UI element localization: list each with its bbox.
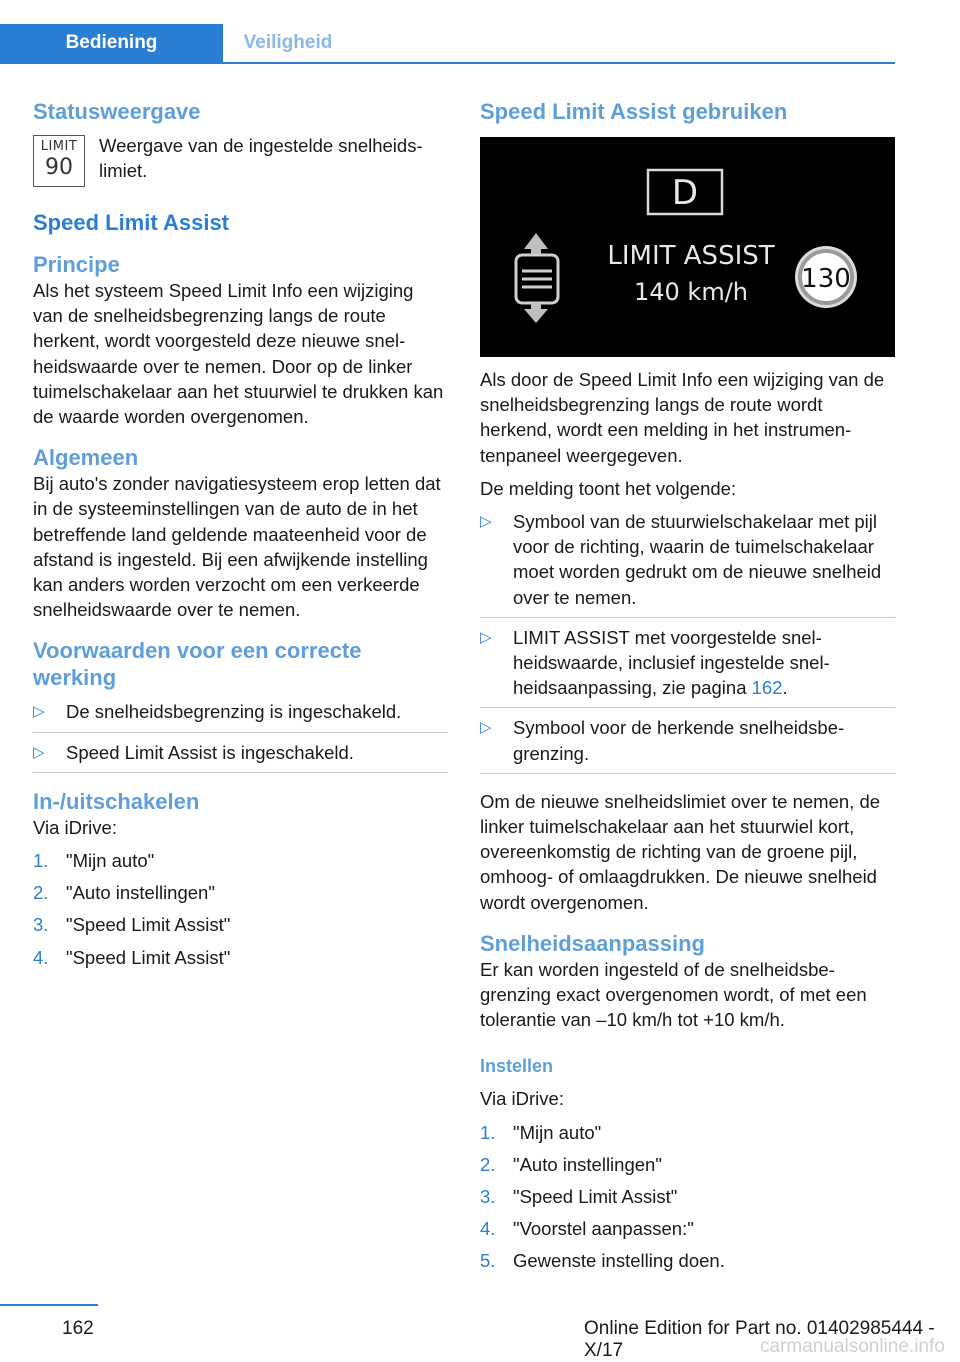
gebruiken-text: Als door de Speed Limit Info een wijziging van de snelheidsbegrenzing langs de route wordt herkend, wordt een melding in het instrumentenpaneel weergegeven. <box>480 369 885 466</box>
triangle-bullet-icon: ▷ <box>33 703 45 721</box>
triangle-bullet-icon: ▷ <box>480 513 492 531</box>
tab-bediening[interactable]: Bediening <box>0 24 223 62</box>
list-item: 3. "Speed Limit Assist" <box>33 914 231 936</box>
voorwaarden-heading: Voorwaarden voor een correcte werking <box>33 638 362 691</box>
aanpassing-text: Er kan worden ingesteld of de snelheidsbegrenzing exact overgenomen wordt, of met een tolerantie van –10 km/h tot +10 km/h. <box>480 958 867 1031</box>
svg-text:130: 130 <box>801 264 851 294</box>
list-item: 3. "Speed Limit Assist" <box>480 1186 678 1208</box>
limit-assist-label: LIMIT ASSIST <box>607 241 775 271</box>
voorwaarden-list <box>33 699 448 772</box>
principe-text: Als het systeem Speed Limit Info een wijziging van de snelheidsbegrenzing langs de route herkent, wordt voorgesteld deze nieuwe snelheidswaarde over te nemen. Door op de linker tuimelschakelaar aan het stuurwiel te drukken kan de waarde worden overgenomen. <box>33 280 444 428</box>
melding-list <box>480 509 895 774</box>
list-item: ▷ Symbool voor de herkende snelheidsbegrenzing. <box>480 715 895 773</box>
gebruiken-heading: Speed Limit Assist gebruiken <box>480 99 788 124</box>
left-column <box>33 98 448 977</box>
top-tab-bar <box>0 0 895 64</box>
page-number: 162 <box>62 1318 94 1339</box>
page-link[interactable]: 162 <box>751 677 783 699</box>
list-item: ▷ Speed Limit Assist is ingeschakeld. <box>33 740 448 773</box>
list-item: 4. "Speed Limit Assist" <box>33 946 231 968</box>
status-heading: Statusweergave <box>33 99 201 124</box>
list-item: 4. "Voorstel aanpassen:" <box>480 1218 694 1240</box>
list-item: 1. "Mijn auto" <box>33 850 155 872</box>
instellen-steps <box>480 1120 895 1274</box>
inuit-intro: Via iDrive: <box>33 816 117 838</box>
inuit-heading: In-/uitschakelen <box>33 788 200 814</box>
algemeen-heading: Algemeen <box>33 445 139 471</box>
triangle-bullet-icon: ▷ <box>480 628 492 646</box>
edition-text: Online Edition for Part no. 01402985444 - X/17 <box>584 1318 935 1361</box>
right-column <box>480 98 895 1281</box>
algemeen-text: Bij auto's zonder navigatiesysteem erop letten dat in de systeeminstellingen van de auto de in het betreffende land geldende maateenheid voor de afstand is ingesteld. Bij een afwijkende instelling kan anders worden verzocht om een verkeerde snelheidswaarde over te nemen. <box>33 473 441 621</box>
melding-intro: De melding toont het volgende: <box>480 477 737 499</box>
list-item: 5. Gewenste instelling doen. <box>480 1250 725 1272</box>
aanpassing-heading: Snelheidsaanpassing <box>480 930 705 956</box>
instrument-display-image <box>480 137 895 357</box>
triangle-bullet-icon: ▷ <box>480 719 492 737</box>
instellen-heading: Instellen <box>480 1056 554 1077</box>
gear-label: D <box>671 173 699 213</box>
list-item: ▷ De snelheidsbegrenzing is ingeschakeld. <box>33 699 448 732</box>
status-text: Weergave van de ingestelde snelheidslimiet. <box>99 135 423 182</box>
list-item: 2. "Auto instellingen" <box>33 882 215 904</box>
tab-veiligheid[interactable]: Veiligheid <box>243 32 333 53</box>
list-item: ▷ Symbool van de stuurwielschakelaar met pijl voor de richting, waarin de tuimelschakelaar moet worden gedrukt om de nieuwe snelheid over te nemen. <box>480 509 895 618</box>
principe-heading: Principe <box>33 252 120 277</box>
overnemen-text: Om de nieuwe snelheidslimiet over te nemen, de linker tuimelschakelaar aan het stuurwiel kort, overeenkomstig de richting van de groene pijl, omhoog- of omlaagdrukken. De nieuwe snelheid wordt overgenomen. <box>480 790 881 913</box>
speed-sign-icon <box>795 246 857 308</box>
limit-90-icon: LIMIT 90 <box>33 135 85 187</box>
triangle-bullet-icon: ▷ <box>33 743 45 761</box>
list-item: ▷ LIMIT ASSIST met voorgestelde snelheidswaarde, inclusief ingestelde snelheidsaanpassing, zie pagina 162. <box>480 625 895 709</box>
list-item: 2. "Auto instellingen" <box>480 1153 662 1175</box>
instellen-intro: Via iDrive: <box>480 1088 564 1110</box>
watermark: carmanualsonline.info <box>760 1336 945 1357</box>
speed-value: 140 km/h <box>633 278 749 306</box>
list-item: 1. "Mijn auto" <box>480 1121 602 1143</box>
status-row <box>33 133 448 187</box>
sla-heading: Speed Limit Assist <box>33 210 230 235</box>
limit-assist-display <box>480 137 895 357</box>
inuit-steps <box>33 848 448 970</box>
footer-rule <box>0 1304 98 1306</box>
